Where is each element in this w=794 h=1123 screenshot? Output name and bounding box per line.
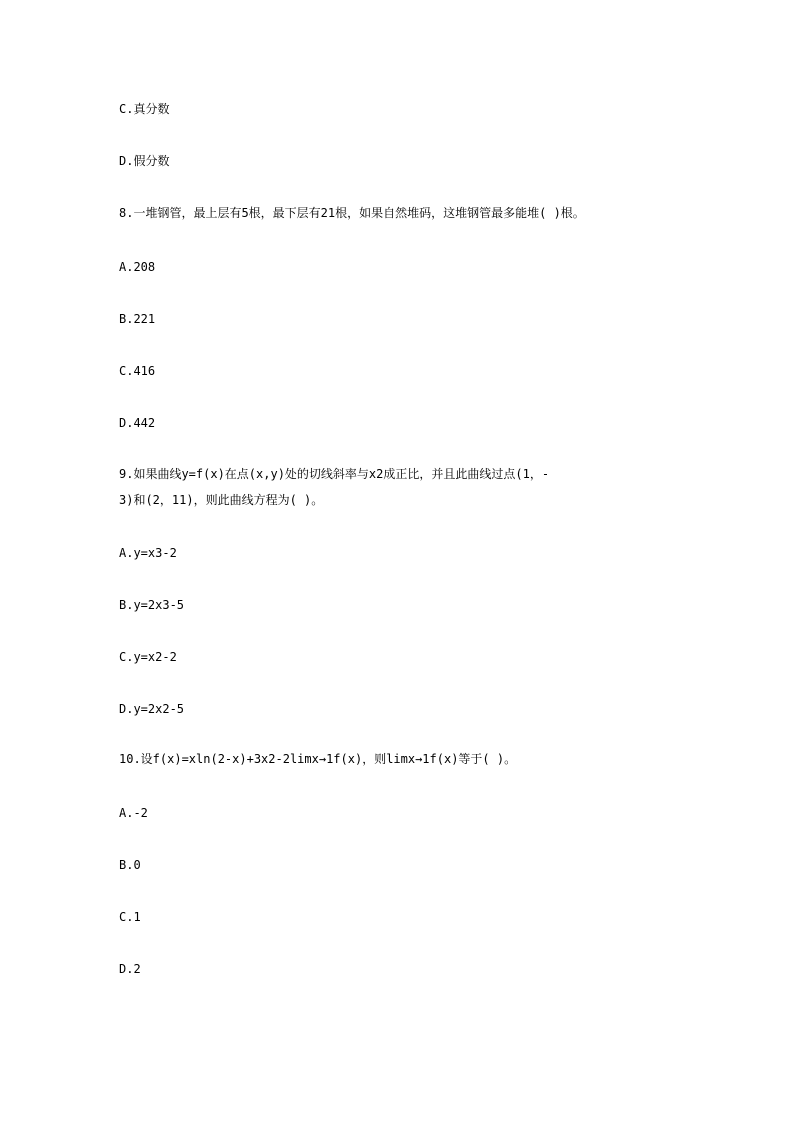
option-7c: C.真分数 bbox=[119, 102, 170, 116]
option-8a: A.208 bbox=[119, 260, 156, 274]
option-10a: A.-2 bbox=[119, 806, 148, 820]
option-10d: D.2 bbox=[119, 962, 141, 976]
option-10b: B.0 bbox=[119, 858, 141, 872]
question-9-line-1: 9.如果曲线y=f(x)在点(x,y)处的切线斜率与x2成正比，并且此曲线过点(1，- bbox=[119, 467, 550, 481]
option-8d: D.442 bbox=[119, 416, 156, 430]
option-10c: C.1 bbox=[119, 910, 141, 924]
question-9-line-2: 3)和(2，11)，则此曲线方程为( )。 bbox=[119, 493, 324, 507]
question-10: 10.设f(x)=xln(2-x)+3x2-2limx→1f(x)，则limx→1f(x)等于( )。 bbox=[119, 752, 517, 766]
option-9b: B.y=2x3-5 bbox=[119, 598, 185, 612]
option-7d: D.假分数 bbox=[119, 154, 170, 168]
question-8: 8.一堆钢管，最上层有5根，最下层有21根，如果自然堆码，这堆钢管最多能堆( )根。 bbox=[119, 206, 585, 220]
option-9a: A.y=x3-2 bbox=[119, 546, 177, 560]
option-9d: D.y=2x2-5 bbox=[119, 702, 185, 716]
option-8b: B.221 bbox=[119, 312, 156, 326]
option-9c: C.y=x2-2 bbox=[119, 650, 177, 664]
option-8c: C.416 bbox=[119, 364, 156, 378]
